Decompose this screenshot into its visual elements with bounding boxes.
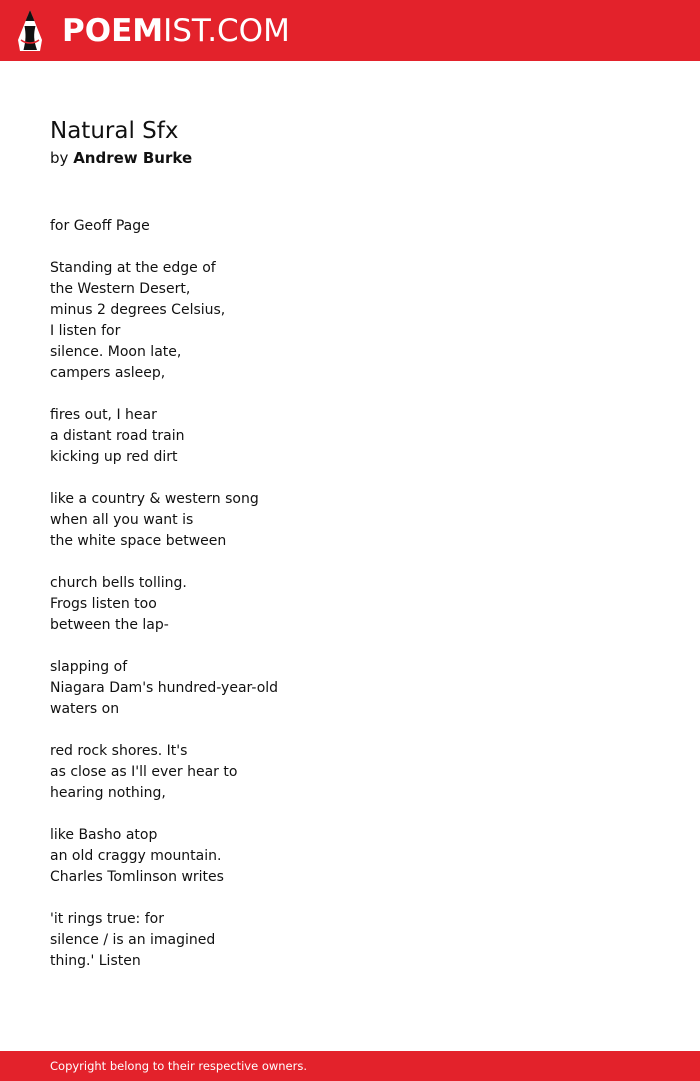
pencil-tip-icon <box>16 9 44 53</box>
poem-stanza <box>50 405 650 468</box>
poem-line: fires out, I hear <box>50 407 157 423</box>
poem-stanza <box>50 741 650 804</box>
poem-line: like a country & western song <box>50 491 259 507</box>
poem-line: minus 2 degrees Celsius, <box>50 302 226 318</box>
poem-stanza <box>50 489 650 552</box>
poem-author[interactable]: Andrew Burke <box>73 149 193 167</box>
poem-byline <box>50 147 650 169</box>
poem-line: the white space between <box>50 533 227 549</box>
poem-line: Frogs listen too <box>50 596 157 612</box>
poem-stanza <box>50 573 650 636</box>
poem-line: an old craggy mountain. <box>50 848 222 864</box>
poem-line: slapping of <box>50 659 128 675</box>
logo-wordmark-light: IST.COM <box>163 12 290 49</box>
poem-line: the Western Desert, <box>50 281 191 297</box>
copyright-text: Copyright belong to their respective owners. <box>50 1059 308 1073</box>
poem-body <box>50 216 650 972</box>
poem-content <box>50 116 650 993</box>
poem-line: kicking up red dirt <box>50 449 178 465</box>
poem-line: between the lap- <box>50 617 169 633</box>
poem-line: Niagara Dam's hundred-year-old <box>50 680 279 696</box>
poem-line: Standing at the edge of <box>50 260 216 276</box>
poem-line: silence / is an imagined <box>50 932 216 948</box>
site-logo[interactable] <box>16 8 290 54</box>
poem-line: red rock shores. It's <box>50 743 188 759</box>
poem-line: thing.' Listen <box>50 953 141 969</box>
poem-line: when all you want is <box>50 512 194 528</box>
logo-wordmark-strong: POEM <box>62 12 164 49</box>
poem-line: hearing nothing, <box>50 785 166 801</box>
poem-title: Natural Sfx <box>50 118 179 144</box>
poem-line: I listen for <box>50 323 121 339</box>
poem-line: as close as I'll ever hear to <box>50 764 238 780</box>
poem-line: Charles Tomlinson writes <box>50 869 224 885</box>
poem-stanza <box>50 909 650 972</box>
poem-line: waters on <box>50 701 120 717</box>
site-header <box>0 0 700 61</box>
poem-line: campers asleep, <box>50 365 166 381</box>
site-footer <box>0 1051 700 1081</box>
logo-wordmark <box>62 12 290 49</box>
byline-prefix: by <box>50 149 69 167</box>
poem-line: church bells tolling. <box>50 575 187 591</box>
poem-line: 'it rings true: for <box>50 911 164 927</box>
poem-stanza <box>50 258 650 384</box>
poem-stanza <box>50 825 650 888</box>
poem-stanza <box>50 657 650 720</box>
poem-line: a distant road train <box>50 428 185 444</box>
poem-line: silence. Moon late, <box>50 344 182 360</box>
poem-line: like Basho atop <box>50 827 158 843</box>
poem-dedication: for Geoff Page <box>50 218 150 234</box>
